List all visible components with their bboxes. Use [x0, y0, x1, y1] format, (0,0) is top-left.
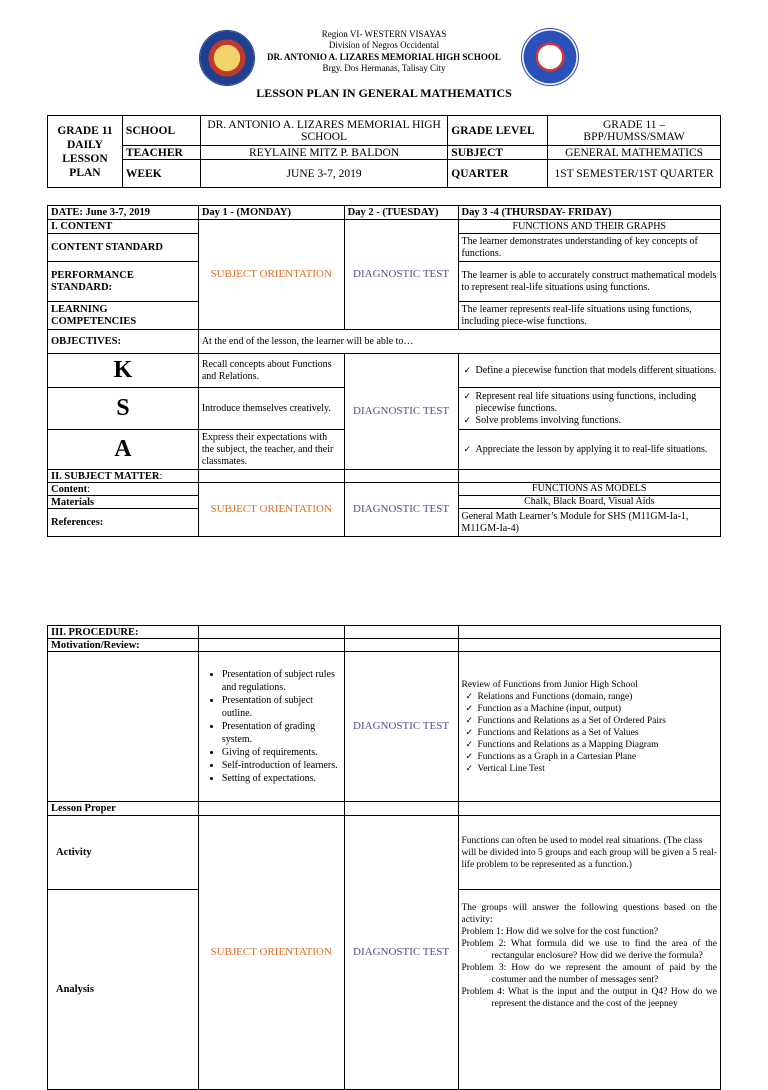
performance-standard-label: PERFORMANCE STANDARD: [48, 262, 199, 302]
diagnostic-test-sm: DIAGNOSTIC TEST [344, 483, 458, 537]
review-item: ✓ Vertical Line Test [478, 763, 718, 775]
week-label: WEEK [122, 160, 200, 188]
plan-table [47, 205, 721, 537]
diagnostic-test-motivation: DIAGNOSTIC TEST [344, 652, 458, 802]
empty-cell [344, 639, 458, 652]
analysis-label: Analysis [48, 890, 199, 1090]
subject-orientation-cell: SUBJECT ORIENTATION [198, 220, 344, 330]
motivation-item: • Giving of requirements. [222, 746, 341, 759]
day2-header: Day 2 - (TUESDAY) [344, 206, 458, 220]
s-day34 [458, 388, 720, 430]
analysis-problem: Problem 2: What formula did we use to find the area of the rectangular enclosure? How did we derive the formula? [461, 939, 717, 961]
review-item: ✓ Functions and Relations as a Set of Values [478, 727, 718, 739]
empty-cell [344, 470, 458, 483]
analysis-value [458, 890, 721, 1090]
diagnostic-test-ksa: DIAGNOSTIC TEST [344, 354, 458, 470]
region-line: Region VI- WESTERN VISAYAS [321, 29, 447, 39]
diagnostic-test-cell: DIAGNOSTIC TEST [344, 220, 458, 330]
grade-dlp-label: GRADE 11 DAILY LESSON PLAN [48, 116, 123, 188]
content-standard-label: CONTENT STANDARD [48, 234, 199, 262]
s-objective-item: ✓ Represent real life situations using functions, including piecewise functions. [476, 391, 717, 415]
review-item: ✓ Function as a Machine (input, output) [478, 703, 718, 715]
quarter-value: 1ST SEMESTER/1ST QUARTER [548, 160, 721, 188]
objectives-value: At the end of the lesson, the learner will be able to… [198, 330, 720, 354]
review-item: ✓ Functions and Relations as a Set of Ordered Pairs [478, 715, 718, 727]
school-value: DR. ANTONIO A. LIZARES MEMORIAL HIGH SCHOOL [200, 116, 447, 146]
subject-value: GENERAL MATHEMATICS [548, 146, 721, 160]
empty-cell [48, 652, 199, 802]
empty-cell [198, 639, 344, 652]
subject-orientation-lesson: SUBJECT ORIENTATION [198, 816, 344, 1090]
objectives-label: OBJECTIVES: [48, 330, 199, 354]
motivation-item: • Setting of expectations. [222, 772, 341, 785]
grade-level-label: GRADE LEVEL [448, 116, 548, 146]
review-item: ✓ Functions as a Graph in a Cartesian Plane [478, 751, 718, 763]
performance-standard-value: The learner is able to accurately construct mathematical models to represent real-life situations using functions. [458, 262, 720, 302]
subject-matter-label [48, 470, 199, 483]
s-letter: S [48, 388, 199, 430]
empty-cell [458, 802, 721, 816]
empty-cell [458, 470, 720, 483]
content2-value: FUNCTIONS AS MODELS [458, 483, 720, 496]
analysis-problem: Problem 3: How do we represent the amount of paid by the costumer and the number of messages sent? [461, 963, 717, 985]
materials-label: Materials [48, 496, 199, 509]
day1-header: Day 1 - (MONDAY) [198, 206, 344, 220]
k-day1: Recall concepts about Functions and Relations. [198, 354, 344, 388]
school-label: SCHOOL [122, 116, 200, 146]
week-value: JUNE 3-7, 2019 [200, 160, 447, 188]
a-day1: Express their expectations with the subject, the teacher, and their classmates. [198, 430, 344, 470]
procedure-label: III. PROCEDURE: [48, 626, 199, 639]
content-label: I. CONTENT [48, 220, 199, 234]
materials-value: Chalk, Black Board, Visual Aids [458, 496, 720, 509]
s-objective-item: ✓ Solve problems involving functions. [476, 415, 717, 427]
empty-cell [458, 626, 721, 639]
s-day1: Introduce themselves creatively. [198, 388, 344, 430]
teacher-label: TEACHER [122, 146, 200, 160]
learning-competencies-value: The learner represents real-life situations using functions, including piece-wise functions. [458, 302, 720, 330]
k-day34 [458, 354, 720, 388]
a-day34 [458, 430, 720, 470]
k-letter: K [48, 354, 199, 388]
activity-value: Functions can often be used to model real situations. (The class will be divided into 5 groups and each group will be given a 5 real-life problem to be represented as a function.) [458, 816, 721, 890]
page-title: LESSON PLAN IN GENERAL MATHEMATICS [256, 86, 512, 100]
motivation-day34 [458, 652, 721, 802]
analysis-problem: Problem 1: How did we solve for the cost function? [461, 927, 659, 937]
content-standard-value: The learner demonstrates understanding of key concepts of functions. [458, 234, 720, 262]
review-title: Review of Functions from Junior High School [461, 679, 638, 690]
content2-colon: : [87, 483, 91, 495]
content-value: FUNCTIONS AND THEIR GRAPHS [458, 220, 720, 234]
diagnostic-test-lesson: DIAGNOSTIC TEST [344, 816, 458, 1090]
references-value: General Math Learner’s Module for SHS (M11GM-Ia-1, M11GM-Ia-4) [458, 509, 720, 537]
review-item: ✓ Functions and Relations as a Mapping Diagram [478, 739, 718, 751]
lesson-proper-label: Lesson Proper [48, 802, 199, 816]
date-label: DATE: June 3-7, 2019 [48, 206, 199, 220]
subject-matter-text: II. SUBJECT MATTER [51, 470, 160, 482]
content2-text: Content [51, 483, 88, 495]
a-objective-item: ✓ Appreciate the lesson by applying it to real-life situations. [476, 444, 717, 456]
school-name: DR. ANTONIO A. LIZARES MEMORIAL HIGH SCHOOL [267, 52, 501, 62]
empty-cell [198, 470, 344, 483]
subject-matter-colon: : [159, 470, 163, 482]
info-table [47, 115, 721, 188]
analysis-intro: The groups will answer the following questions based on the activity: [461, 903, 717, 925]
empty-cell [344, 626, 458, 639]
quarter-label: QUARTER [448, 160, 548, 188]
day34-header: Day 3 -4 (THURSDAY- FRIDAY) [458, 206, 720, 220]
a-letter: A [48, 430, 199, 470]
procedure-table [47, 625, 721, 1090]
content2-label [48, 483, 199, 496]
motivation-item: • Self-introduction of learners. [222, 759, 341, 772]
references-label: References: [48, 509, 199, 537]
activity-label: Activity [48, 816, 199, 890]
motivation-item: • Presentation of grading system. [222, 720, 341, 746]
subject-label: SUBJECT [448, 146, 548, 160]
grade-level-value: GRADE 11 – BPP/HUMSS/SMAW [548, 116, 721, 146]
motivation-label: Motivation/Review: [48, 639, 199, 652]
motivation-day1 [198, 652, 344, 802]
learning-competencies-label: LEARNING COMPETENCIES [48, 302, 199, 330]
motivation-item: • Presentation of subject rules and regulations. [222, 668, 341, 694]
review-item: ✓ Relations and Functions (domain, range) [478, 691, 718, 703]
subject-orientation-sm: SUBJECT ORIENTATION [198, 483, 344, 537]
k-objective-item: ✓ Define a piecewise function that models different situations. [476, 365, 717, 377]
division-line: Division of Negros Occidental [328, 40, 440, 50]
teacher-value: REYLAINE MITZ P. BALDON [200, 146, 447, 160]
empty-cell [198, 802, 344, 816]
empty-cell [344, 802, 458, 816]
empty-cell [198, 626, 344, 639]
motivation-item: • Presentation of subject outline. [222, 694, 341, 720]
empty-cell [458, 639, 721, 652]
analysis-problem: Problem 4: What is the input and the output in Q4? How do we represent the distance and the cost of the jeepney [461, 987, 717, 1009]
school-address: Brgy. Dos Hermanas, Talisay City [322, 63, 446, 73]
